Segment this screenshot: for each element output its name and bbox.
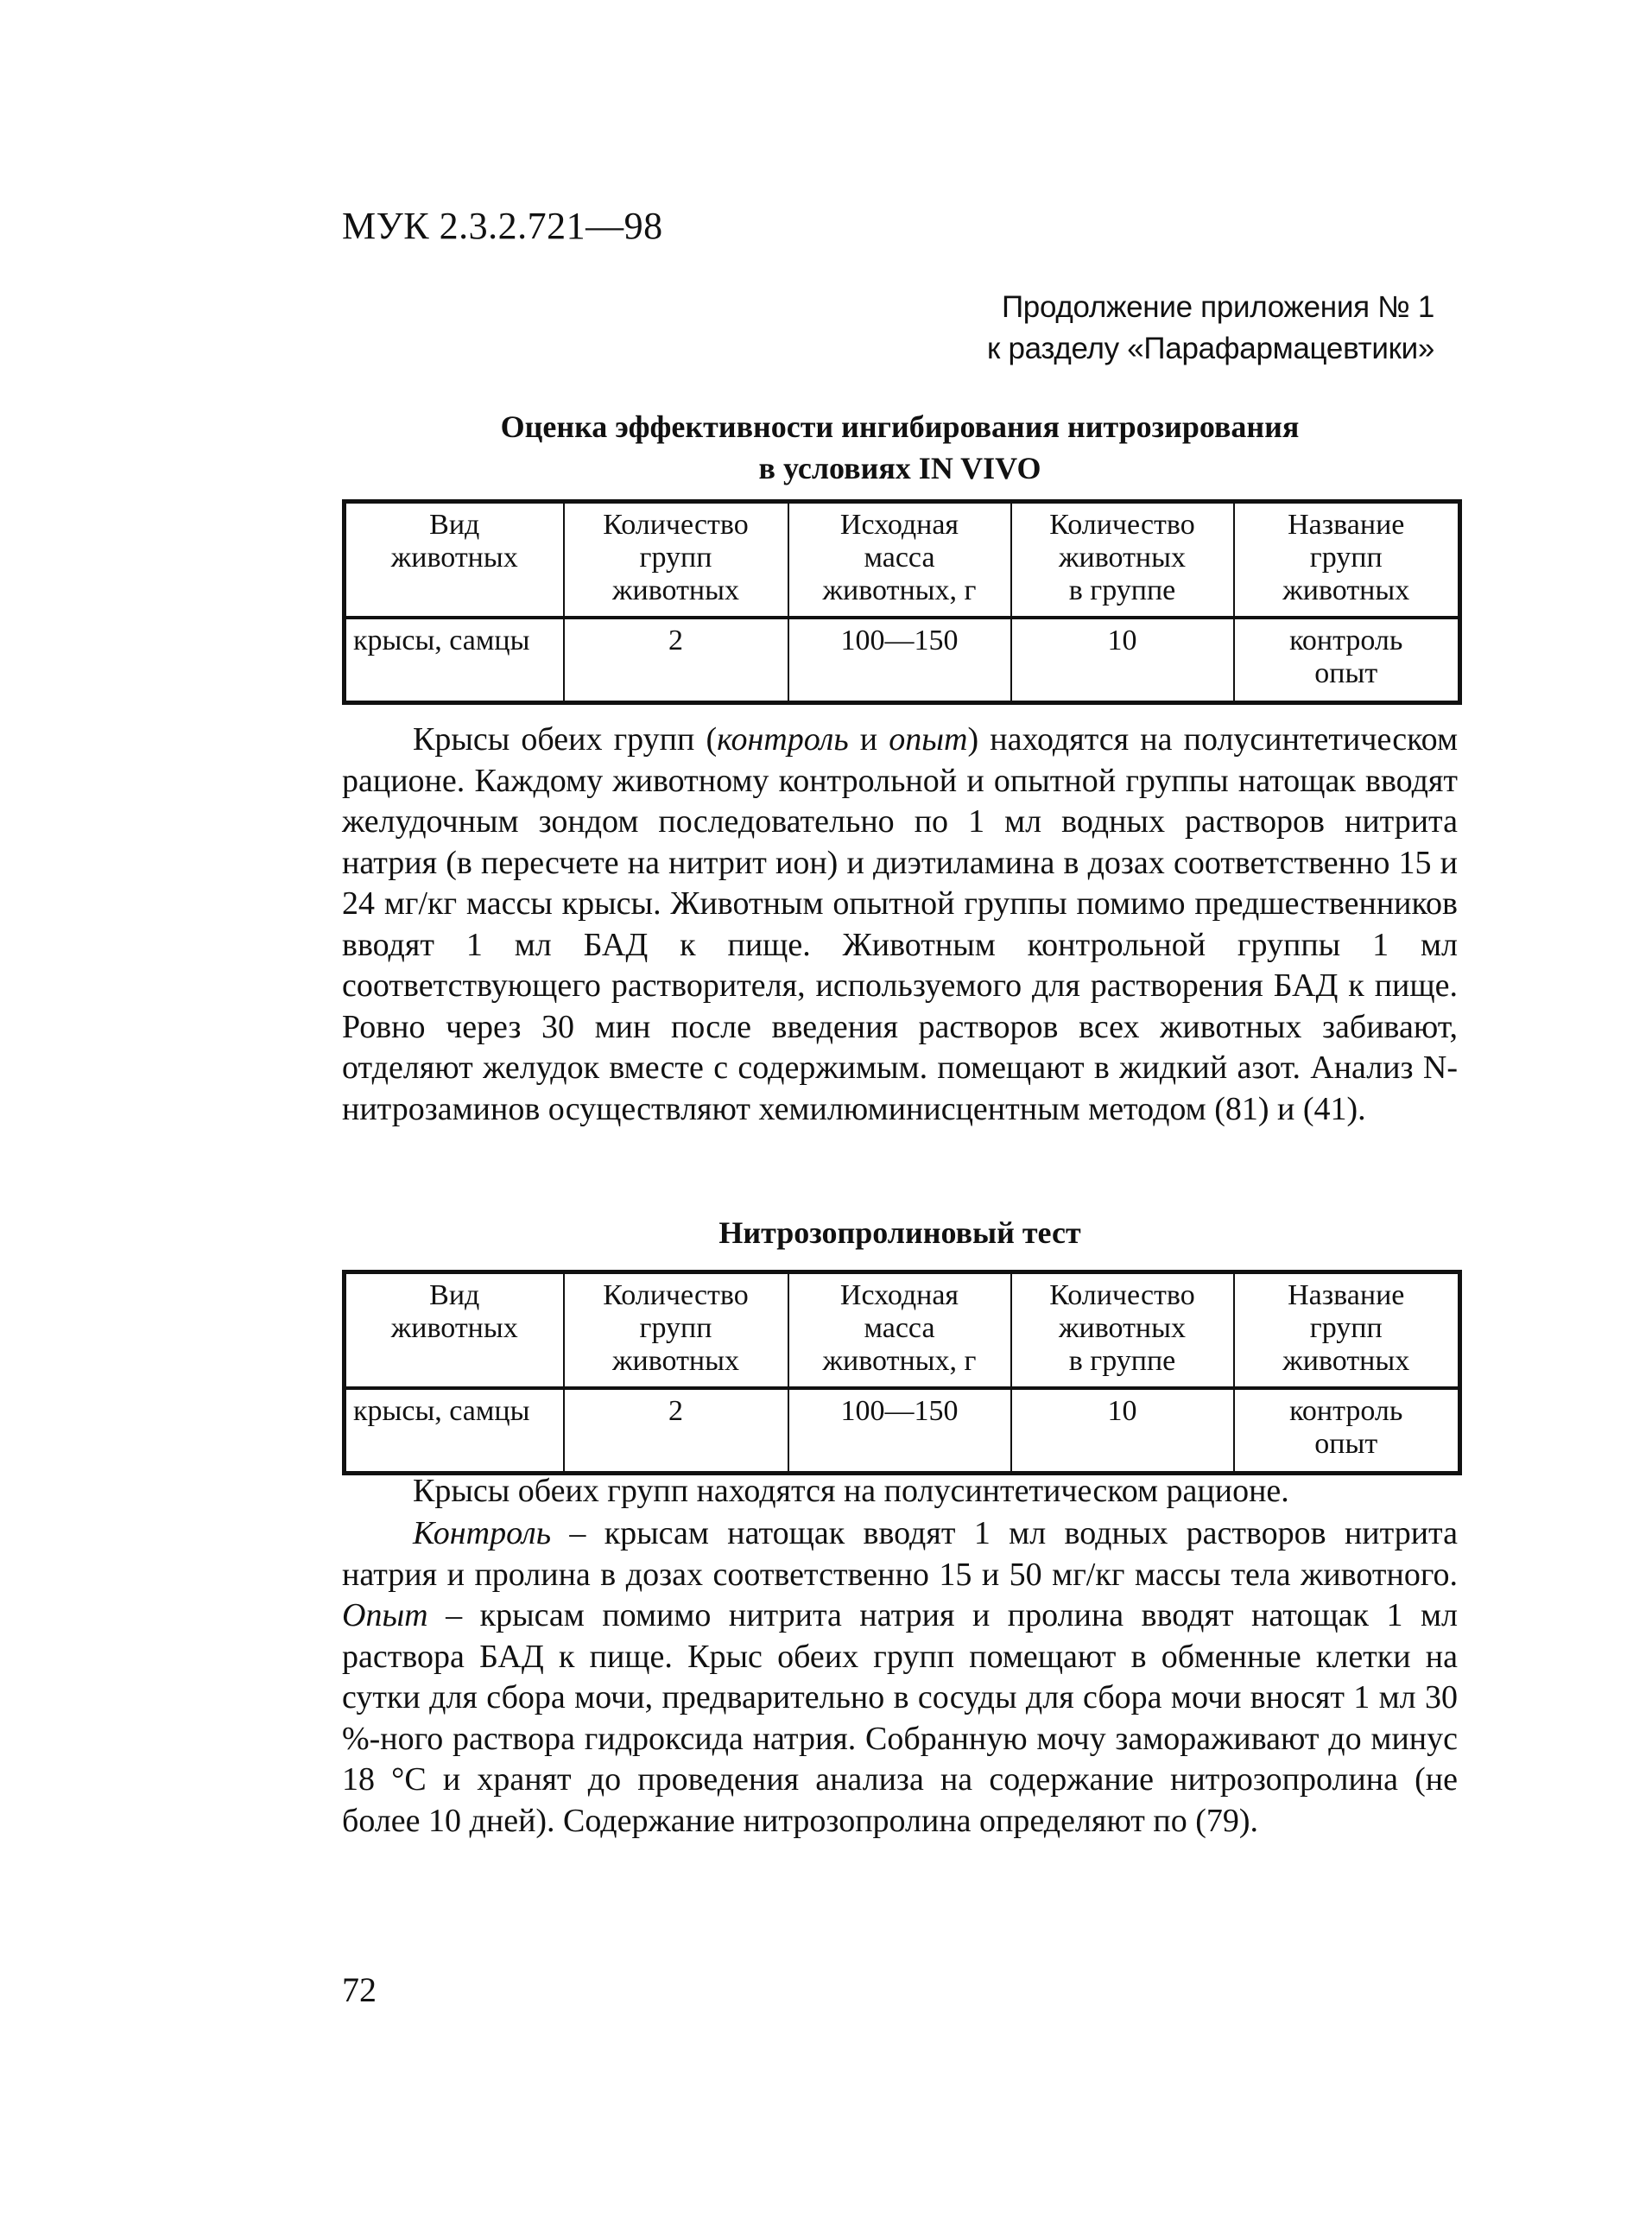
nitrosoproline-intro: Крысы обеих групп находятся на полусинтетическом рационе.: [413, 1473, 1289, 1509]
section-title-line2: в условиях IN VIVO: [758, 451, 1041, 485]
cell-species: крысы, самцы: [345, 618, 564, 703]
table-row: [345, 618, 1460, 703]
table-header-row: [345, 1272, 1460, 1389]
appendix-note-line1: Продолжение приложения № 1: [1001, 290, 1434, 324]
section-title-in-vivo: [342, 406, 1458, 489]
table-row: [345, 1388, 1460, 1474]
header-species: Вид животных: [345, 1272, 564, 1389]
nitrosoproline-table: [342, 1270, 1462, 1475]
in-vivo-description: Крысы обеих групп (контроль и опыт) находятся на полусинтетическом рационе. Каждому животному контрольной и опытной группы натощак вводят желудочным зондом последовательно по 1 мл водных растворов нитрита натрия (в пересчете на нитрит ион) и диэтиламина в дозах соответственно 15 и 24 мг/кг массы крысы. Животным опытной группы помимо предшественников вводят 1 мл БАД к пище. Животным контрольной группы 1 мл соответствующего растворителя, используемого для растворения БАД к пище. Ровно через 30 мин после введения растворов всех животных забивают, отделяют желудок вместе с содержимым. помещают в жидкий азот. Анализ N-нитрозаминов осуществляют хемилюминисцентным методом (81) и (41).: [342, 721, 1459, 1127]
header-group-names: Название групп животных: [1234, 502, 1460, 618]
cell-initial-mass: 100—150: [788, 1388, 1011, 1474]
control-term: Контроль: [413, 1515, 551, 1551]
cell-group-count: 2: [564, 1388, 788, 1474]
section-title-nitrosoproline: Нитрозопролиновый тест: [718, 1215, 1081, 1250]
appendix-note: [657, 287, 1434, 370]
header-animals-per-group: Количество животных в группе: [1011, 1272, 1234, 1389]
cell-group-count: 2: [564, 618, 788, 703]
header-species: Вид животных: [345, 502, 564, 618]
cell-animals-per-group: 10: [1011, 1388, 1234, 1474]
cell-animals-per-group: 10: [1011, 618, 1234, 703]
cell-group-names: контроль опыт: [1234, 1388, 1460, 1474]
appendix-note-line2: к разделу «Парафармацевтики»: [987, 332, 1434, 365]
header-group-names: Название групп животных: [1234, 1272, 1460, 1389]
cell-initial-mass: 100—150: [788, 618, 1011, 703]
control-term: контроль: [717, 721, 849, 758]
section-title-line1: Оценка эффективности ингибирования нитрозирования: [500, 409, 1300, 444]
experiment-term: опыт: [889, 721, 968, 758]
header-animals-per-group: Количество животных в группе: [1011, 502, 1234, 618]
document-code: МУК 2.3.2.721—98: [342, 205, 663, 247]
header-group-count: Количество групп животных: [564, 1272, 788, 1389]
nitrosoproline-description: Контроль – крысам натощак вводят 1 мл водных растворов нитрита натрия и пролина в дозах соответственно 15 и 50 мг/кг массы тела животного. Опыт – крысам помимо нитрита натрия и пролина вводят натощак 1 мл раствора БАД к пище. Крыс обеих групп помещают в обменные клетки на сутки для сбора мочи, предварительно в сосуды для сбора мочи вносят 1 мл 30 %-ного раствора гидроксида натрия. Собранную мочу замораживают до минус 18 °С и хранят до проведения анализа на содержание нитрозопролина (не более 10 дней). Содержание нитрозопролина определяют по (79).: [342, 1515, 1458, 1839]
table-header-row: [345, 502, 1460, 618]
page-number: 72: [342, 1970, 377, 2009]
cell-group-names: контроль опыт: [1234, 618, 1460, 703]
experiment-term: Опыт: [342, 1597, 428, 1633]
header-initial-mass: Исходная масса животных, г: [788, 1272, 1011, 1389]
header-group-count: Количество групп животных: [564, 502, 788, 618]
cell-species: крысы, самцы: [345, 1388, 564, 1474]
header-initial-mass: Исходная масса животных, г: [788, 502, 1011, 618]
in-vivo-table: [342, 499, 1462, 705]
